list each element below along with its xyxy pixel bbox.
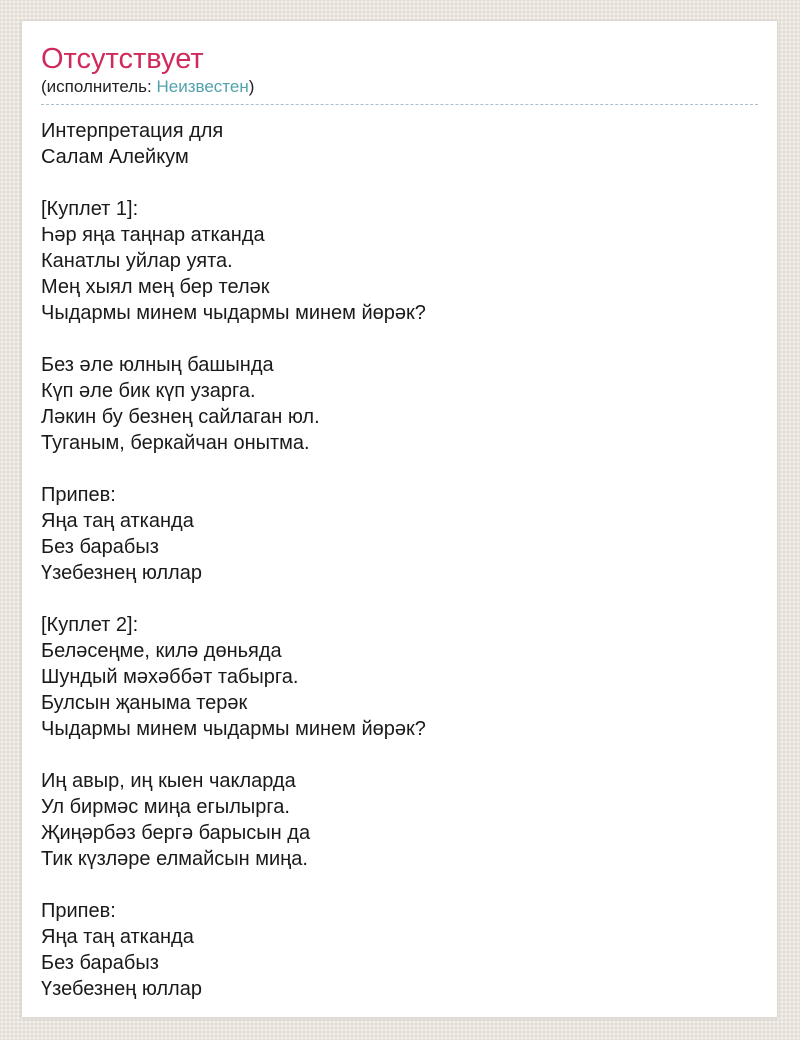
lyrics-line: Булсын җаныма терәк [41, 692, 248, 714]
lyrics-line [41, 456, 758, 482]
lyrics-line: Үзебезнең юллар [41, 562, 202, 584]
song-title: Отсутствует [41, 43, 204, 75]
lyrics-line: Яңа таң атканда [41, 510, 194, 532]
lyrics-line: Беләсеңме, килә дөньяда [41, 640, 282, 662]
lyrics-line: Чыдармы минем чыдармы минем йөрәк? [41, 718, 426, 740]
lyrics-line: [Куплет 1]: [41, 198, 139, 220]
lyrics-line: Җиңәрбәз бергә барысын да [41, 822, 311, 844]
lyrics-text [41, 118, 758, 1002]
lyrics-line: Без барабыз [41, 536, 159, 558]
lyrics-line: Иң авыр, иң кыен чакларда [41, 770, 296, 792]
lyrics-line: Тик күзләре елмайсын миңа. [41, 848, 308, 870]
lyrics-line: Яңа таң атканда [41, 926, 194, 948]
artist-suffix-label: ) [248, 77, 255, 96]
artist-link[interactable]: Неизвестен [156, 77, 249, 96]
lyrics-line [41, 170, 758, 196]
lyrics-line: Мең хыял мең бер теләк [41, 276, 270, 298]
lyrics-line: [Куплет 2]: [41, 614, 139, 636]
lyrics-line [41, 326, 758, 352]
lyrics-line [41, 872, 758, 898]
lyrics-line: Үзебезнең юллар [41, 978, 202, 1000]
lyrics-line: Туганым, беркайчан онытма. [41, 432, 310, 454]
lyrics-line: Ләкин бу безнең сайлаган юл. [41, 406, 320, 428]
lyrics-line: Ул бирмәс миңа егылырга. [41, 796, 290, 818]
artist-line [41, 76, 758, 97]
lyrics-line [41, 586, 758, 612]
lyrics-line: Һәр яңа таңнар атканда [41, 224, 265, 246]
lyrics-line: Шундый мәхәббәт табырга. [41, 666, 299, 688]
lyrics-line: Канатлы уйлар уята. [41, 250, 233, 272]
content-card [21, 20, 778, 1018]
song-header [41, 43, 758, 105]
lyrics-line [41, 742, 758, 768]
lyrics-line: Чыдармы минем чыдармы минем йөрәк? [41, 302, 426, 324]
lyrics-line: Без барабыз [41, 952, 159, 974]
artist-prefix-label: (исполнитель: [41, 77, 152, 96]
lyrics-line: Припев: [41, 900, 116, 922]
lyrics-line: Салам Алейкум [41, 146, 189, 168]
lyrics-line: Күп әле бик күп узарга. [41, 380, 256, 402]
lyrics-line: Интерпретация для [41, 120, 224, 142]
lyrics-line: Без әле юлның башында [41, 354, 274, 376]
lyrics-line: Припев: [41, 484, 116, 506]
